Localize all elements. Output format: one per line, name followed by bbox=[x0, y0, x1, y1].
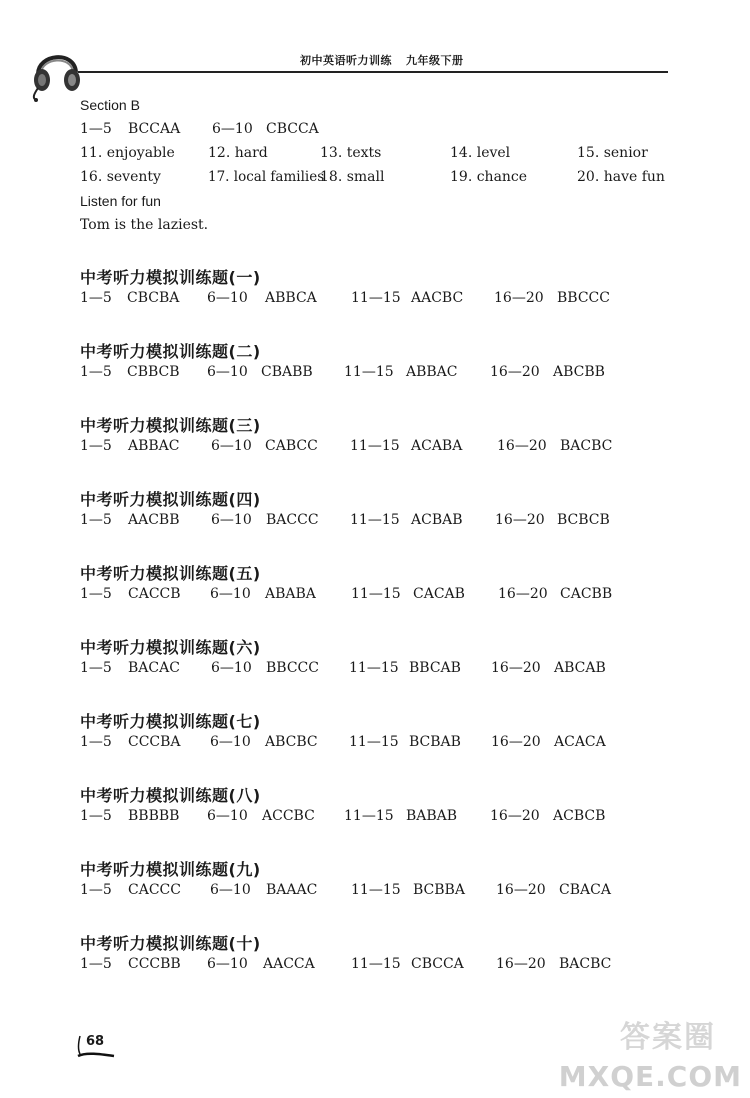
range-label: 16—20 bbox=[496, 882, 546, 898]
exam-title: 中考听力模拟训练题(九) bbox=[80, 860, 261, 879]
exam-title: 中考听力模拟训练题(六) bbox=[80, 638, 261, 657]
blank-answer: 19. chance bbox=[450, 169, 528, 185]
range-label: 6—10 bbox=[210, 734, 251, 750]
range-label: 16—20 bbox=[498, 586, 548, 602]
answer-group: ACBCB bbox=[553, 808, 606, 824]
answer-group: ABCAB bbox=[554, 660, 606, 676]
listen-for-fun-answer: Tom is the laziest. bbox=[80, 217, 209, 233]
answer-group: AACCA bbox=[263, 956, 315, 972]
answer-group: BABAB bbox=[406, 808, 458, 824]
range-label: 1—5 bbox=[80, 660, 112, 676]
answer-group: CACAB bbox=[413, 586, 465, 602]
exam-answers-row bbox=[80, 586, 680, 606]
watermark-logo-text: 答案圈 bbox=[620, 1020, 716, 1055]
exam-answers-row bbox=[80, 882, 680, 902]
answer-group: ACCBC bbox=[262, 808, 315, 824]
answer-group: BACCC bbox=[266, 512, 319, 528]
range-label: 1—5 bbox=[80, 121, 112, 137]
range-label: 6—10 bbox=[207, 364, 248, 380]
answer-group: BACBC bbox=[559, 956, 612, 972]
watermark-url: MXQE.COM bbox=[558, 1060, 742, 1093]
blank-answer: 20. have fun bbox=[577, 169, 665, 185]
section-b-blanks-row-2 bbox=[80, 169, 680, 189]
answer-group: CBCBA bbox=[127, 290, 180, 306]
answer-group: CBACA bbox=[559, 882, 611, 898]
range-label: 16—20 bbox=[490, 364, 540, 380]
exam-title: 中考听力模拟训练题(五) bbox=[80, 564, 261, 583]
exam-answers-row bbox=[80, 512, 680, 532]
blank-answer: 18. small bbox=[320, 169, 385, 185]
range-label: 6—10 bbox=[211, 660, 252, 676]
range-label: 11—15 bbox=[350, 512, 400, 528]
range-label: 1—5 bbox=[80, 808, 112, 824]
range-label: 1—5 bbox=[80, 364, 112, 380]
range-label: 16—20 bbox=[497, 438, 547, 454]
answer-group: ACABA bbox=[411, 438, 463, 454]
blank-answer: 17. local families bbox=[208, 169, 325, 185]
range-label: 1—5 bbox=[80, 882, 112, 898]
range-label: 1—5 bbox=[80, 512, 112, 528]
blank-answer: 11. enjoyable bbox=[80, 145, 175, 161]
answer-group: CBCCA bbox=[266, 121, 319, 137]
page-header bbox=[0, 0, 750, 100]
answer-group: BCBAB bbox=[409, 734, 461, 750]
answer-group: BCCAA bbox=[128, 121, 181, 137]
section-b-row-1 bbox=[80, 121, 480, 141]
exam-title: 中考听力模拟训练题(四) bbox=[80, 490, 261, 509]
range-label: 6—10 bbox=[212, 121, 253, 137]
answer-group: CBABB bbox=[261, 364, 313, 380]
answer-group: BBCCC bbox=[266, 660, 319, 676]
exam-answers-row bbox=[80, 290, 680, 310]
range-label: 1—5 bbox=[80, 956, 112, 972]
answer-group: CBCCA bbox=[411, 956, 464, 972]
answer-group: ABBCA bbox=[265, 290, 317, 306]
answer-group: ABBAC bbox=[406, 364, 458, 380]
range-label: 16—20 bbox=[494, 290, 544, 306]
answer-group: BBCCC bbox=[557, 290, 610, 306]
answer-group: ABABA bbox=[265, 586, 316, 602]
answer-group: BCBBA bbox=[413, 882, 465, 898]
range-label: 1—5 bbox=[80, 734, 112, 750]
range-label: 11—15 bbox=[351, 956, 401, 972]
range-label: 6—10 bbox=[207, 808, 248, 824]
blank-answer: 14. level bbox=[450, 145, 511, 161]
range-label: 11—15 bbox=[350, 438, 400, 454]
range-label: 6—10 bbox=[210, 586, 251, 602]
blank-answer: 12. hard bbox=[208, 145, 268, 161]
answer-group: AACBC bbox=[411, 290, 464, 306]
exam-title: 中考听力模拟训练题(七) bbox=[80, 712, 261, 731]
exam-answers-row bbox=[80, 734, 680, 754]
answer-group: CABCC bbox=[265, 438, 318, 454]
range-label: 11—15 bbox=[344, 808, 394, 824]
exam-title: 中考听力模拟训练题(十) bbox=[80, 934, 261, 953]
answer-group: BBBBB bbox=[128, 808, 180, 824]
range-label: 6—10 bbox=[207, 290, 248, 306]
answer-group: ABCBB bbox=[553, 364, 605, 380]
book-title: 初中英语听力训练 bbox=[300, 54, 392, 67]
range-label: 11—15 bbox=[351, 882, 401, 898]
blank-answer: 13. texts bbox=[320, 145, 382, 161]
headphones-icon bbox=[30, 40, 82, 102]
range-label: 16—20 bbox=[495, 512, 545, 528]
range-label: 11—15 bbox=[351, 290, 401, 306]
section-b-label: Section B bbox=[80, 97, 140, 113]
exam-answers-row bbox=[80, 660, 680, 680]
answer-group: ACBAB bbox=[411, 512, 463, 528]
header-rule bbox=[78, 71, 668, 73]
exam-answers-row bbox=[80, 956, 680, 976]
range-label: 1—5 bbox=[80, 438, 112, 454]
answer-group: ABCBC bbox=[265, 734, 318, 750]
blank-answer: 15. senior bbox=[577, 145, 648, 161]
range-label: 6—10 bbox=[210, 882, 251, 898]
range-label: 11—15 bbox=[349, 660, 399, 676]
answer-group: BCBCB bbox=[557, 512, 610, 528]
answer-group: CACCC bbox=[128, 882, 181, 898]
exam-title: 中考听力模拟训练题(二) bbox=[80, 342, 261, 361]
range-label: 1—5 bbox=[80, 290, 112, 306]
answer-group: BBCAB bbox=[409, 660, 461, 676]
range-label: 16—20 bbox=[490, 808, 540, 824]
answer-group: BAAAC bbox=[266, 882, 318, 898]
blank-answer: 16. seventy bbox=[80, 169, 161, 185]
header-title bbox=[300, 52, 478, 68]
listen-for-fun-label: Listen for fun bbox=[80, 193, 161, 209]
answer-group: ABBAC bbox=[128, 438, 180, 454]
answer-group: BACBC bbox=[560, 438, 613, 454]
range-label: 16—20 bbox=[491, 660, 541, 676]
answer-group: ACACA bbox=[554, 734, 606, 750]
page-number: 68 bbox=[86, 1034, 105, 1049]
answer-group: CACBB bbox=[560, 586, 613, 602]
exam-title: 中考听力模拟训练题(八) bbox=[80, 786, 261, 805]
exam-title: 中考听力模拟训练题(三) bbox=[80, 416, 261, 435]
exam-answers-row bbox=[80, 808, 680, 828]
answer-group: CCCBB bbox=[128, 956, 181, 972]
answer-group: CCCBA bbox=[128, 734, 181, 750]
range-label: 6—10 bbox=[207, 956, 248, 972]
exam-answers-row bbox=[80, 364, 680, 384]
exam-title: 中考听力模拟训练题(一) bbox=[80, 268, 261, 287]
section-b-blanks-row-1 bbox=[80, 145, 680, 165]
range-label: 11—15 bbox=[351, 586, 401, 602]
range-label: 1—5 bbox=[80, 586, 112, 602]
range-label: 16—20 bbox=[491, 734, 541, 750]
range-label: 11—15 bbox=[349, 734, 399, 750]
answer-group: BACAC bbox=[128, 660, 180, 676]
answer-group: CBBCB bbox=[127, 364, 180, 380]
range-label: 6—10 bbox=[211, 438, 252, 454]
range-label: 6—10 bbox=[211, 512, 252, 528]
range-label: 11—15 bbox=[344, 364, 394, 380]
range-label: 16—20 bbox=[496, 956, 546, 972]
exam-answers-row bbox=[80, 438, 680, 458]
answer-group: CACCB bbox=[128, 586, 181, 602]
grade-label: 九年级下册 bbox=[406, 54, 464, 67]
answer-group: AACBB bbox=[128, 512, 180, 528]
